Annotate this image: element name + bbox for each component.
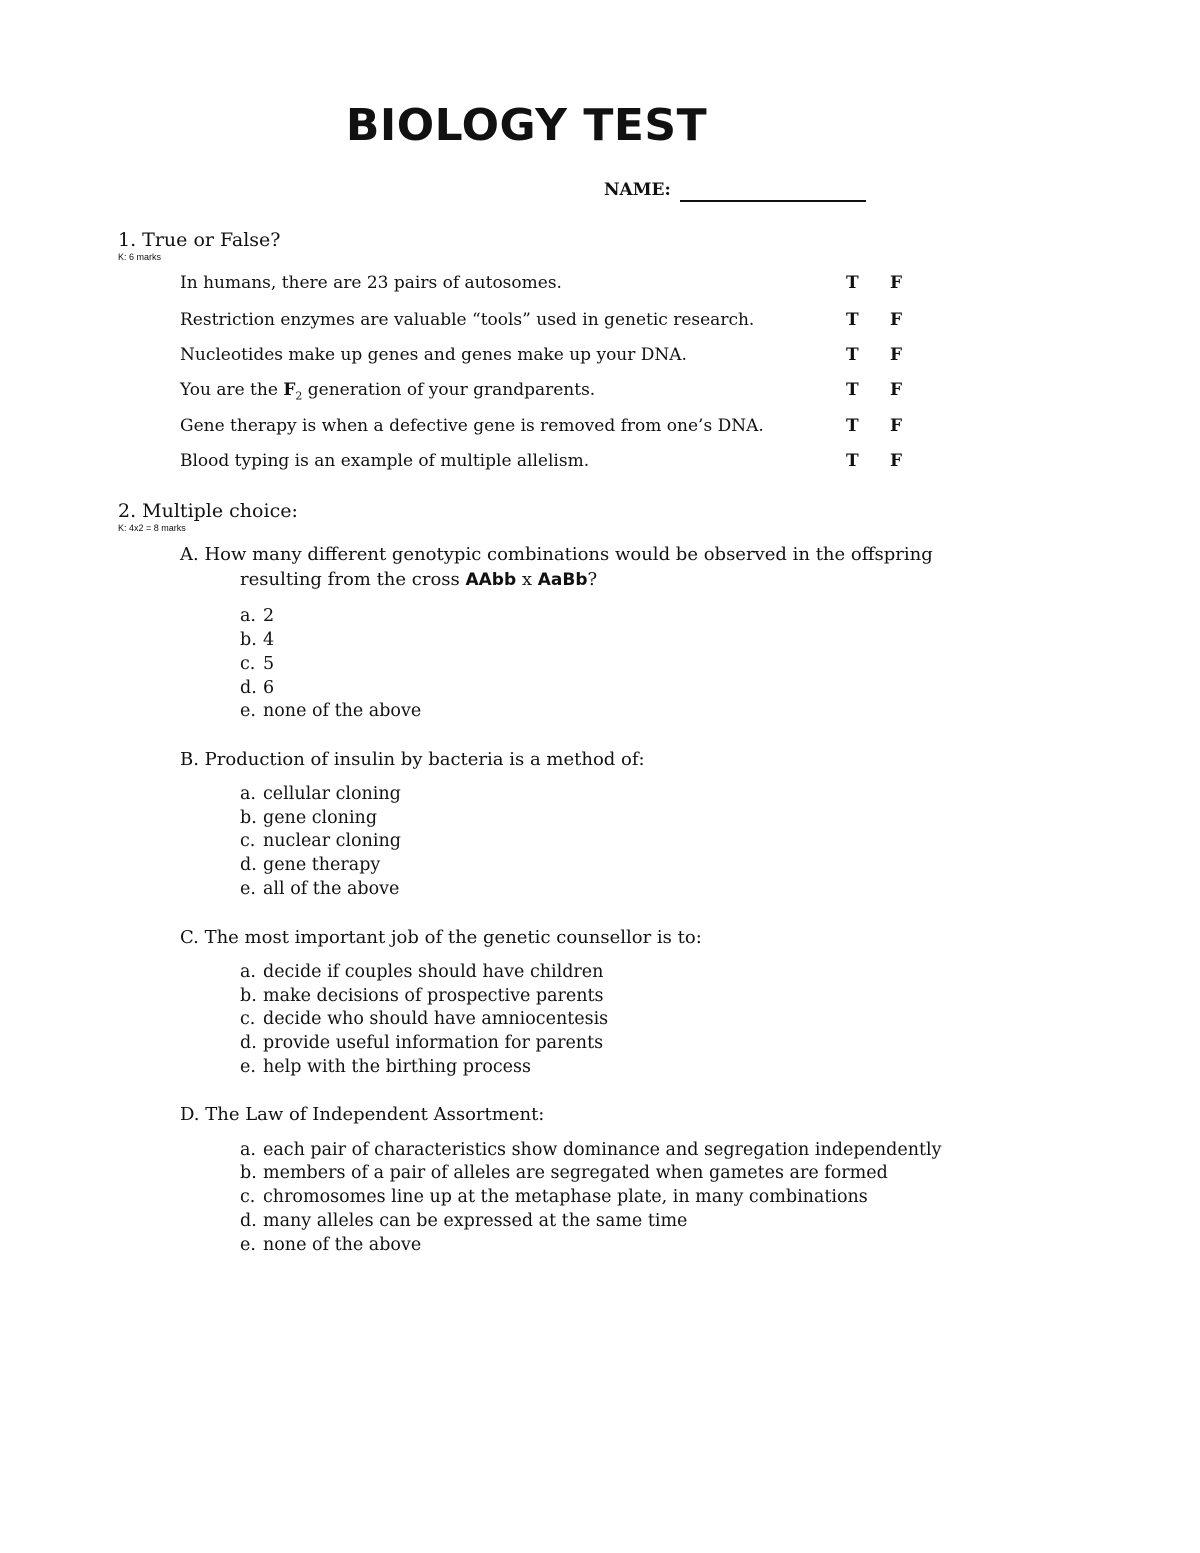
option-letter: b. bbox=[240, 1163, 257, 1183]
option-letter: c. bbox=[240, 1009, 256, 1029]
generation-subscript: 2 bbox=[295, 389, 303, 403]
option-text: 4 bbox=[263, 630, 275, 650]
option-a[interactable] bbox=[240, 1140, 942, 1160]
option-letter: b. bbox=[240, 630, 257, 650]
option-text: gene cloning bbox=[263, 808, 378, 828]
question-b-stem: B. Production of insulin by bacteria is a method of: bbox=[180, 749, 645, 770]
section2-marks: K: 4x2 = 8 marks bbox=[118, 523, 186, 533]
option-letter: d. bbox=[240, 1033, 257, 1053]
tf-statement: Gene therapy is when a defective gene is removed from one’s DNA. bbox=[180, 416, 764, 436]
generation-symbol: F bbox=[283, 380, 296, 400]
tf-statement: Blood typing is an example of multiple allelism. bbox=[180, 451, 590, 471]
option-b[interactable] bbox=[240, 1163, 888, 1183]
option-letter: a. bbox=[240, 606, 256, 626]
option-c[interactable] bbox=[240, 1187, 868, 1207]
option-text: nuclear cloning bbox=[263, 831, 401, 851]
stem-text: resulting from the cross bbox=[240, 569, 466, 590]
option-a[interactable] bbox=[240, 606, 274, 626]
true-option[interactable]: T bbox=[846, 451, 859, 471]
option-b[interactable] bbox=[240, 808, 377, 828]
option-text: gene therapy bbox=[263, 855, 381, 875]
question-d-stem: D. The Law of Independent Assortment: bbox=[180, 1104, 545, 1125]
section1-marks: K: 6 marks bbox=[118, 252, 162, 262]
option-e[interactable] bbox=[240, 1057, 531, 1077]
option-c[interactable] bbox=[240, 831, 401, 851]
option-text: each pair of characteristics show dominance and segregation independently bbox=[263, 1140, 942, 1160]
option-text: make decisions of prospective parents bbox=[263, 986, 604, 1006]
option-text: provide useful information for parents bbox=[263, 1033, 604, 1053]
name-blank-line[interactable] bbox=[680, 200, 866, 202]
option-c[interactable] bbox=[240, 1009, 608, 1029]
option-text: decide if couples should have children bbox=[263, 962, 604, 982]
true-option[interactable]: T bbox=[846, 380, 859, 400]
tf-statement: In humans, there are 23 pairs of autosomes. bbox=[180, 273, 562, 293]
true-option[interactable]: T bbox=[846, 345, 859, 365]
cross-symbol: x bbox=[516, 569, 538, 590]
option-e[interactable] bbox=[240, 701, 421, 721]
option-letter: e. bbox=[240, 1057, 256, 1077]
question-c-stem: C. The most important job of the genetic counsellor is to: bbox=[180, 927, 702, 948]
false-option[interactable]: F bbox=[890, 416, 903, 436]
false-option[interactable]: F bbox=[890, 451, 903, 471]
option-letter: a. bbox=[240, 784, 256, 804]
true-option[interactable]: T bbox=[846, 416, 859, 436]
tf-item bbox=[180, 380, 910, 402]
option-text: 2 bbox=[263, 606, 275, 626]
option-e[interactable] bbox=[240, 1235, 421, 1255]
tf-item bbox=[180, 416, 910, 438]
option-text: none of the above bbox=[263, 701, 422, 721]
option-e[interactable] bbox=[240, 879, 399, 899]
question-mark: ? bbox=[587, 569, 598, 590]
question-a-stem-cont bbox=[240, 569, 597, 590]
option-d[interactable] bbox=[240, 678, 274, 698]
name-label: NAME: bbox=[604, 180, 671, 200]
option-text: 5 bbox=[263, 654, 275, 674]
tf-statement-pre: You are the bbox=[180, 380, 284, 400]
tf-statement bbox=[180, 380, 595, 402]
tf-statement-post: generation of your grandparents. bbox=[302, 380, 596, 400]
tf-item bbox=[180, 310, 910, 332]
option-text: decide who should have amniocentesis bbox=[263, 1009, 609, 1029]
option-letter: e. bbox=[240, 701, 256, 721]
genotype-1: AAbb bbox=[465, 570, 517, 590]
option-text: cellular cloning bbox=[263, 784, 401, 804]
true-option[interactable]: T bbox=[846, 273, 859, 293]
option-letter: c. bbox=[240, 1187, 256, 1207]
true-option[interactable]: T bbox=[846, 310, 859, 330]
option-letter: d. bbox=[240, 678, 257, 698]
option-b[interactable] bbox=[240, 986, 604, 1006]
option-letter: b. bbox=[240, 808, 257, 828]
option-letter: a. bbox=[240, 1140, 256, 1160]
tf-statement: Nucleotides make up genes and genes make up your DNA. bbox=[180, 345, 687, 365]
false-option[interactable]: F bbox=[890, 310, 903, 330]
option-a[interactable] bbox=[240, 962, 603, 982]
option-c[interactable] bbox=[240, 654, 274, 674]
option-text: all of the above bbox=[263, 879, 400, 899]
option-letter: c. bbox=[240, 654, 256, 674]
tf-statement: Restriction enzymes are valuable “tools” used in genetic research. bbox=[180, 310, 755, 330]
tf-item bbox=[180, 273, 910, 295]
option-letter: a. bbox=[240, 962, 256, 982]
option-text: help with the birthing process bbox=[263, 1057, 531, 1077]
option-a[interactable] bbox=[240, 784, 401, 804]
option-text: chromosomes line up at the metaphase plate, in many combinations bbox=[263, 1187, 868, 1207]
genotype-2: AaBb bbox=[537, 570, 588, 590]
option-letter: d. bbox=[240, 1211, 257, 1231]
option-text: many alleles can be expressed at the same time bbox=[263, 1211, 688, 1231]
tf-item bbox=[180, 451, 910, 473]
false-option[interactable]: F bbox=[890, 273, 903, 293]
option-d[interactable] bbox=[240, 1033, 603, 1053]
option-letter: e. bbox=[240, 879, 256, 899]
page-title: BIOLOGY TEST bbox=[345, 100, 708, 151]
option-letter: e. bbox=[240, 1235, 256, 1255]
option-text: members of a pair of alleles are segregated when gametes are formed bbox=[263, 1163, 888, 1183]
option-text: 6 bbox=[263, 678, 275, 698]
tf-item bbox=[180, 345, 910, 367]
false-option[interactable]: F bbox=[890, 345, 903, 365]
option-d[interactable] bbox=[240, 855, 380, 875]
section2-heading: 2. Multiple choice: bbox=[118, 500, 298, 522]
option-letter: c. bbox=[240, 831, 256, 851]
option-letter: d. bbox=[240, 855, 257, 875]
option-letter: b. bbox=[240, 986, 257, 1006]
false-option[interactable]: F bbox=[890, 380, 903, 400]
option-d[interactable] bbox=[240, 1211, 687, 1231]
question-a-stem: A. How many different genotypic combinations would be observed in the offspring bbox=[180, 544, 933, 565]
option-b[interactable] bbox=[240, 630, 274, 650]
section1-heading: 1. True or False? bbox=[118, 229, 281, 251]
option-text: none of the above bbox=[263, 1235, 422, 1255]
